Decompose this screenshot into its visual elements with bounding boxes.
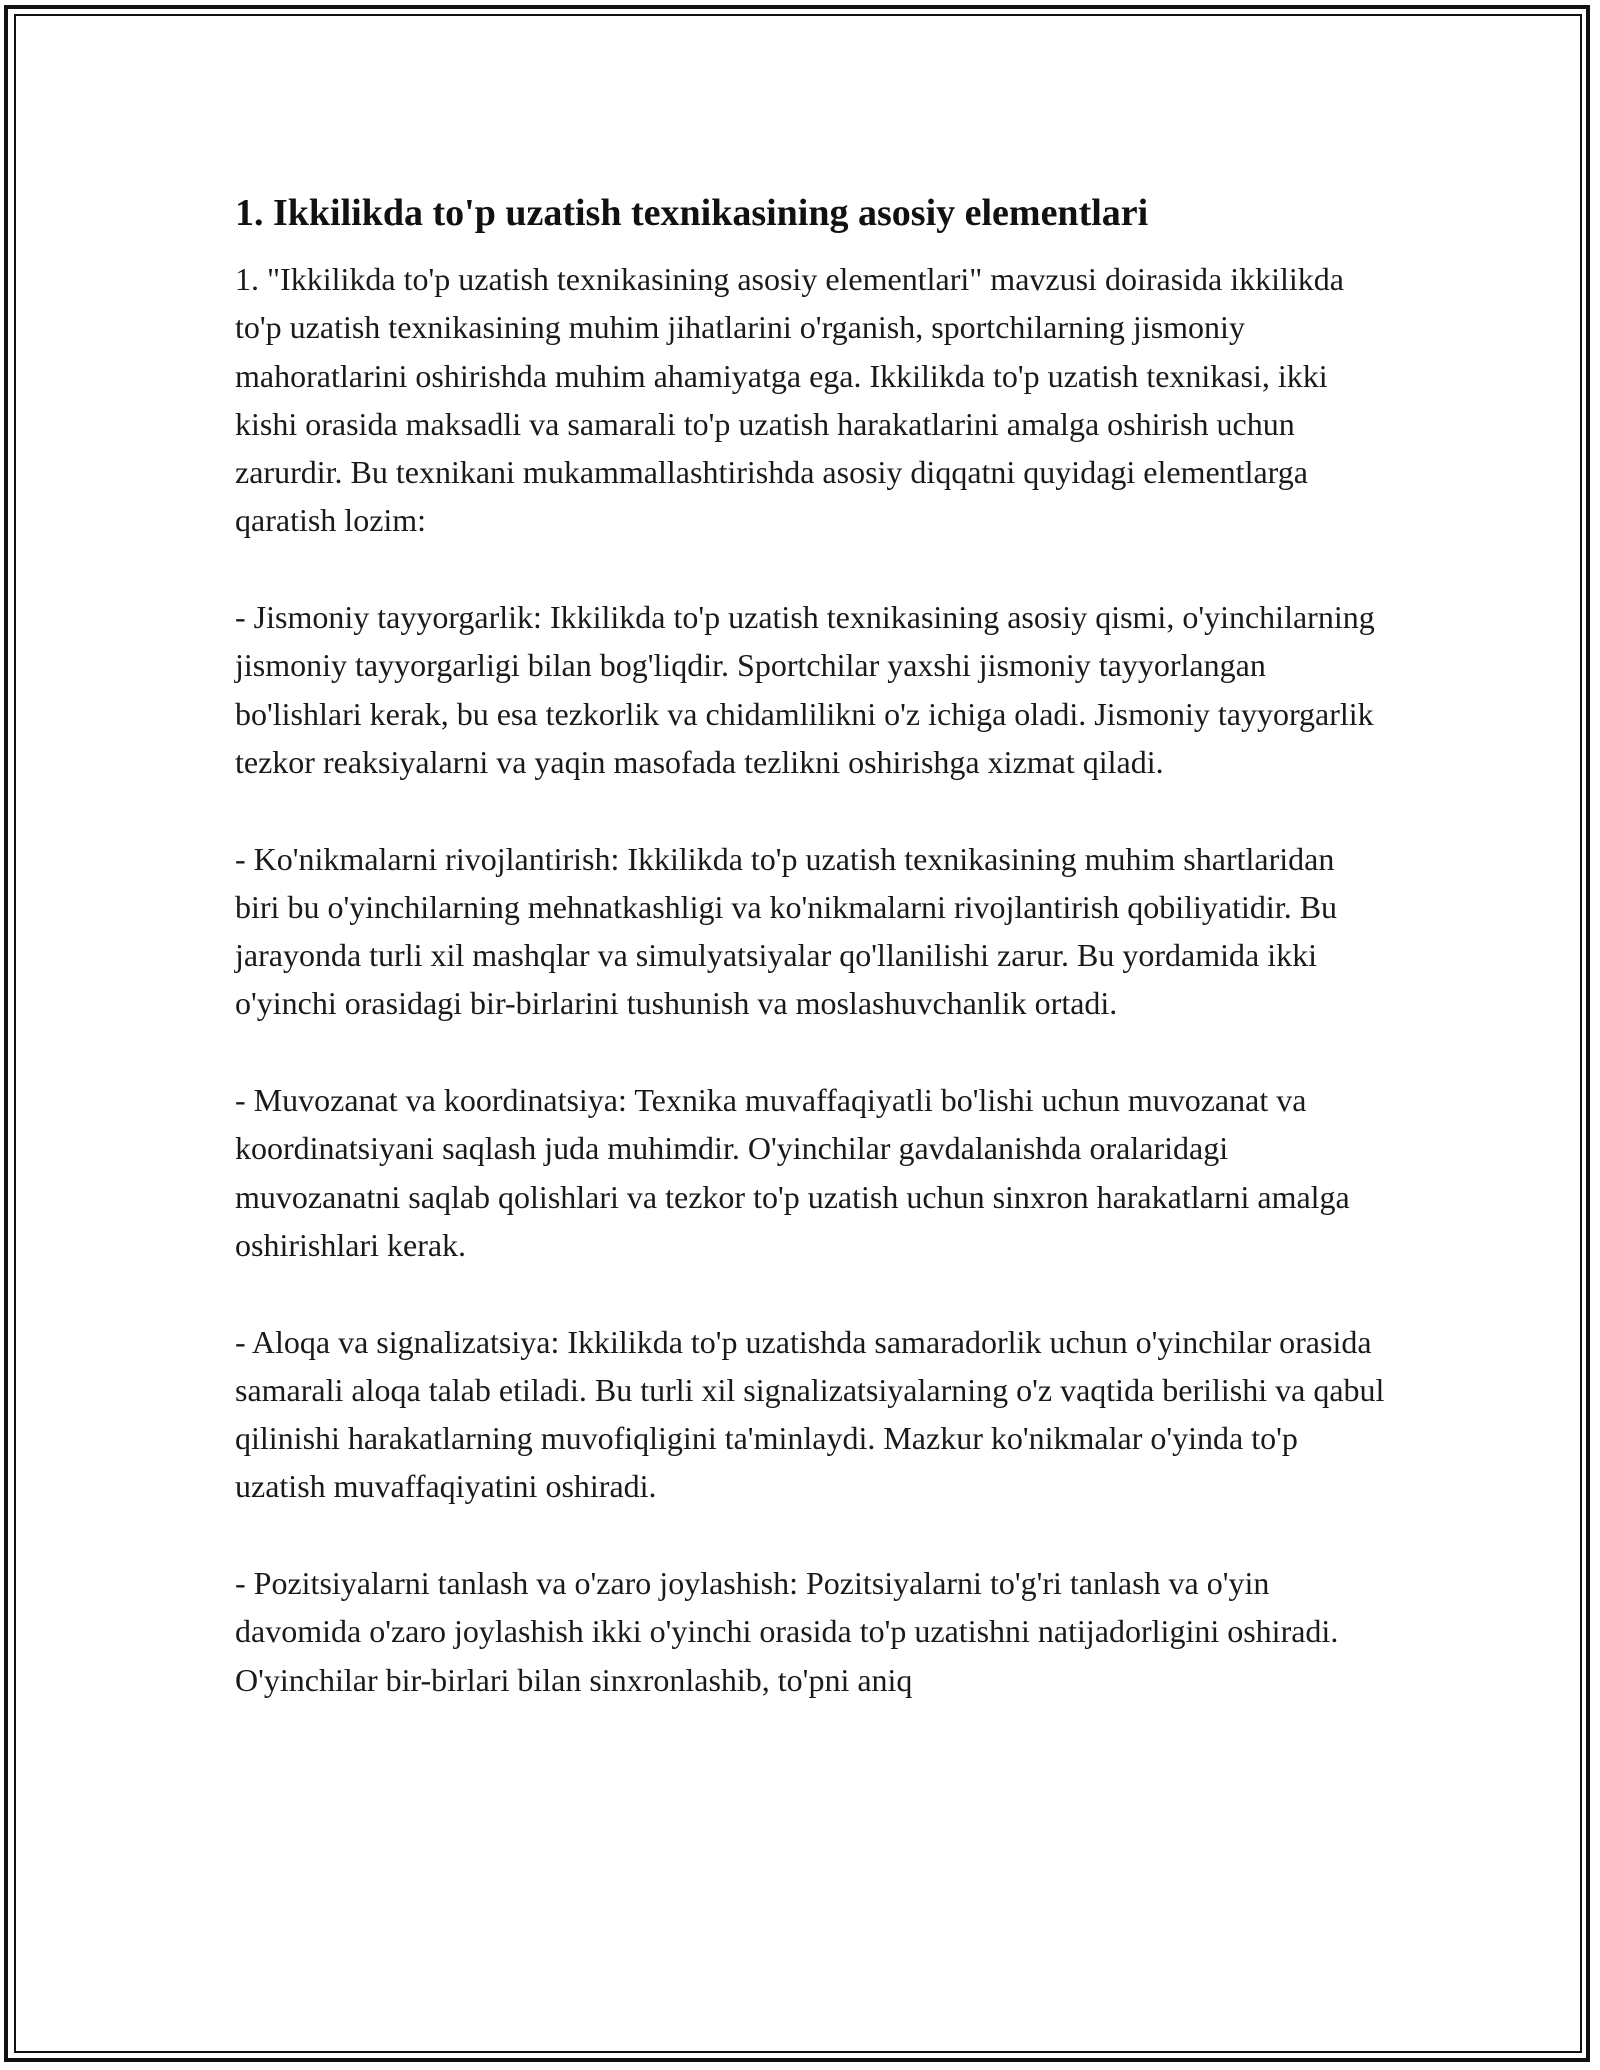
page-content xyxy=(235,185,1385,1704)
paragraph-muvozanat-koordinatsiya: - Muvozanat va koordinatsiya: Texnika muvaffaqiyatli bo'lishi uchun muvozanat va koordinatsiyani saqlash juda muhimdir. O'yinchilar gavdalanishda oralaridagi muvozanatni saqlab qolishlari va tezkor to'p uzatish uchun sinxron harakatlarni amalga oshirishlari kerak. xyxy=(235,1082,1350,1263)
paragraph-pozitsiyalarni-tanlash: - Pozitsiyalarni tanlash va o'zaro joylashish: Pozitsiyalarni to'g'ri tanlash va o'yin davomida o'zaro joylashish ikki o'yinchi orasida to'p uzatishni natijadorligini oshiradi. O'yinchilar bir-birlari bilan sinxronlashib, to'pni aniq xyxy=(235,1565,1339,1698)
paragraph-intro: 1. "Ikkilikda to'p uzatish texnikasining asosiy elementlari" mavzusi doirasida ikkilikda to'p uzatish texnikasining muhim jihatlarini o'rganish, sportchilarning jismoniy mahoratlarini oshirishda muhim ahamiyatga ega. Ikkilikda to'p uzatish texnikasi, ikki kishi orasida maksadli va samarali to'p uzatish harakatlarini amalga oshirish uchun zarurdir. Bu texnikani mukammallashtirishda asosiy diqqatni quyidagi elementlarga qaratish lozim: xyxy=(235,261,1344,539)
paragraph-aloqa-signalizatsiya: - Aloqa va signalizatsiya: Ikkilikda to'p uzatishda samaradorlik uchun o'yinchilar orasida samarali aloqa talab etiladi. Bu turli xil signalizatsiyalarning o'z vaqtida berilishi va qabul qilinishi harakatlarning muvofiqligini ta'minlaydi. Mazkur ko'nikmalar o'yinda to'p uzatish muvaffaqiyatini oshiradi. xyxy=(235,1323,1385,1505)
page-title: 1. Ikkilikda to'p uzatish texnikasining asosiy elementlari xyxy=(235,192,1149,234)
paragraph-konikmalarni-rivojlantirish: - Ko'nikmalarni rivojlantirish: Ikkilikda to'p uzatish texnikasining muhim shartlaridan biri bu o'yinchilarning mehnatkashligi va ko'nikmalarni rivojlantirish qobiliyatidir. Bu jarayonda turli xil mashqlar va simulyatsiyalar qo'llanilishi zarur. Bu yordamida ikki o'yinchi orasidagi bir-birlarini tushunish va moslashuvchanlik ortadi. xyxy=(235,840,1338,1022)
paragraph-jismoniy-tayyorgarlik: - Jismoniy tayyorgarlik: Ikkilikda to'p uzatish texnikasining asosiy qismi, o'yinchilarning jismoniy tayyorgarligi bilan bog'liqdir. Sportchilar yaxshi jismoniy tayyorlangan bo'lishlari kerak, bu esa tezkorlik va chidamlilikni o'z ichiga oladi. Jismoniy tayyorgarlik tezkor reaksiyalarni va yaqin masofada tezlikni oshirishga xizmat qiladi. xyxy=(235,599,1375,780)
